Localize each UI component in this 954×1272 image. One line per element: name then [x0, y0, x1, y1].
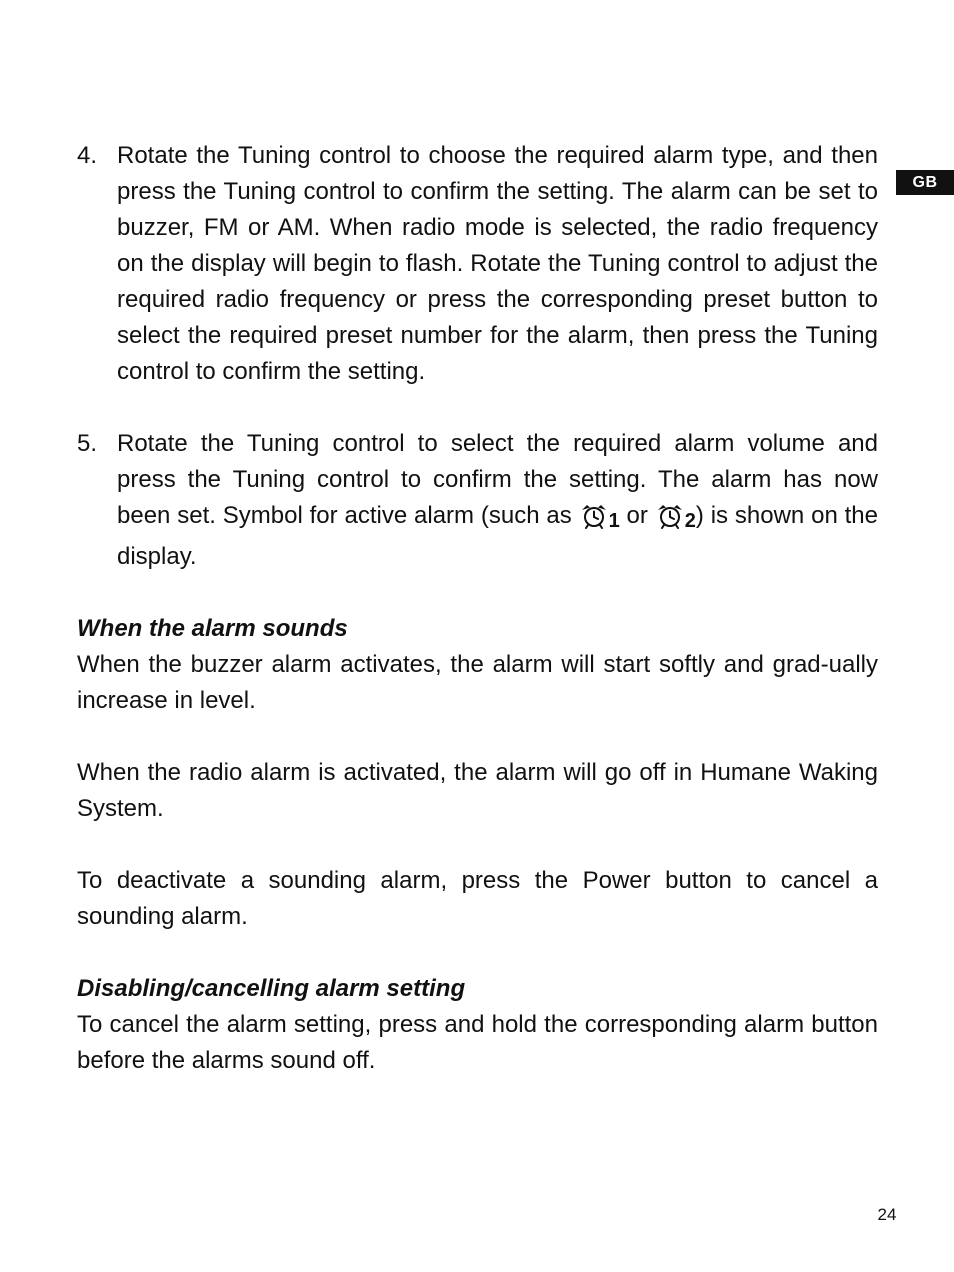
paragraph: When the radio alarm is activated, the alarm will go off in Humane Waking System.: [77, 759, 878, 822]
step-text: Rotate the Tuning control to choose the required alarm type, and then press the Tuning control to confirm the setting. The alarm can be set to buzzer, FM or AM. When radio mode is selected, the radio frequency on the display will begin to flash. Rotate the Tuning control to adjust the required radio frequency or press the corresponding preset button to select the required preset number for the alarm, then press the Tuning control to confirm the setting.: [117, 142, 878, 385]
step-text-part: or: [619, 502, 655, 529]
step-text-part: Rotate the Tuning control to select the required alarm volume and press the Tuning control to confirm the setting. The alarm has now been set. Symbol for active alarm (such as: [117, 430, 878, 529]
section-heading-alarm-sounds: When the alarm sounds: [77, 615, 348, 642]
alarm-1-symbol: [579, 502, 620, 539]
page-number: 24: [877, 1205, 897, 1224]
alarm-clock-icon: [579, 503, 609, 529]
step-number: 5.: [77, 430, 98, 457]
alarm-clock-icon: [655, 503, 685, 529]
language-tab: GB: [896, 170, 954, 195]
manual-content: [77, 138, 878, 1115]
paragraph: To deactivate a sounding alarm, press the Power button to cancel a sounding alarm.: [77, 867, 878, 930]
step-5: [77, 426, 878, 575]
alarm-2-digit: 2: [684, 510, 696, 532]
section-heading-disabling-alarm: Disabling/cancelling alarm setting: [77, 975, 466, 1002]
alarm-2-symbol: [655, 502, 696, 539]
step-text-part: ) is shown on the display.: [117, 502, 878, 570]
paragraph: To cancel the alarm setting, press and hold the corresponding alarm button before the alarms sound off.: [77, 1011, 878, 1074]
paragraph: When the buzzer alarm activates, the alarm will start softly and grad-ually increase in level.: [77, 651, 878, 714]
alarm-1-digit: 1: [608, 510, 620, 532]
step-number: 4.: [77, 142, 98, 169]
step-4: [77, 138, 878, 390]
